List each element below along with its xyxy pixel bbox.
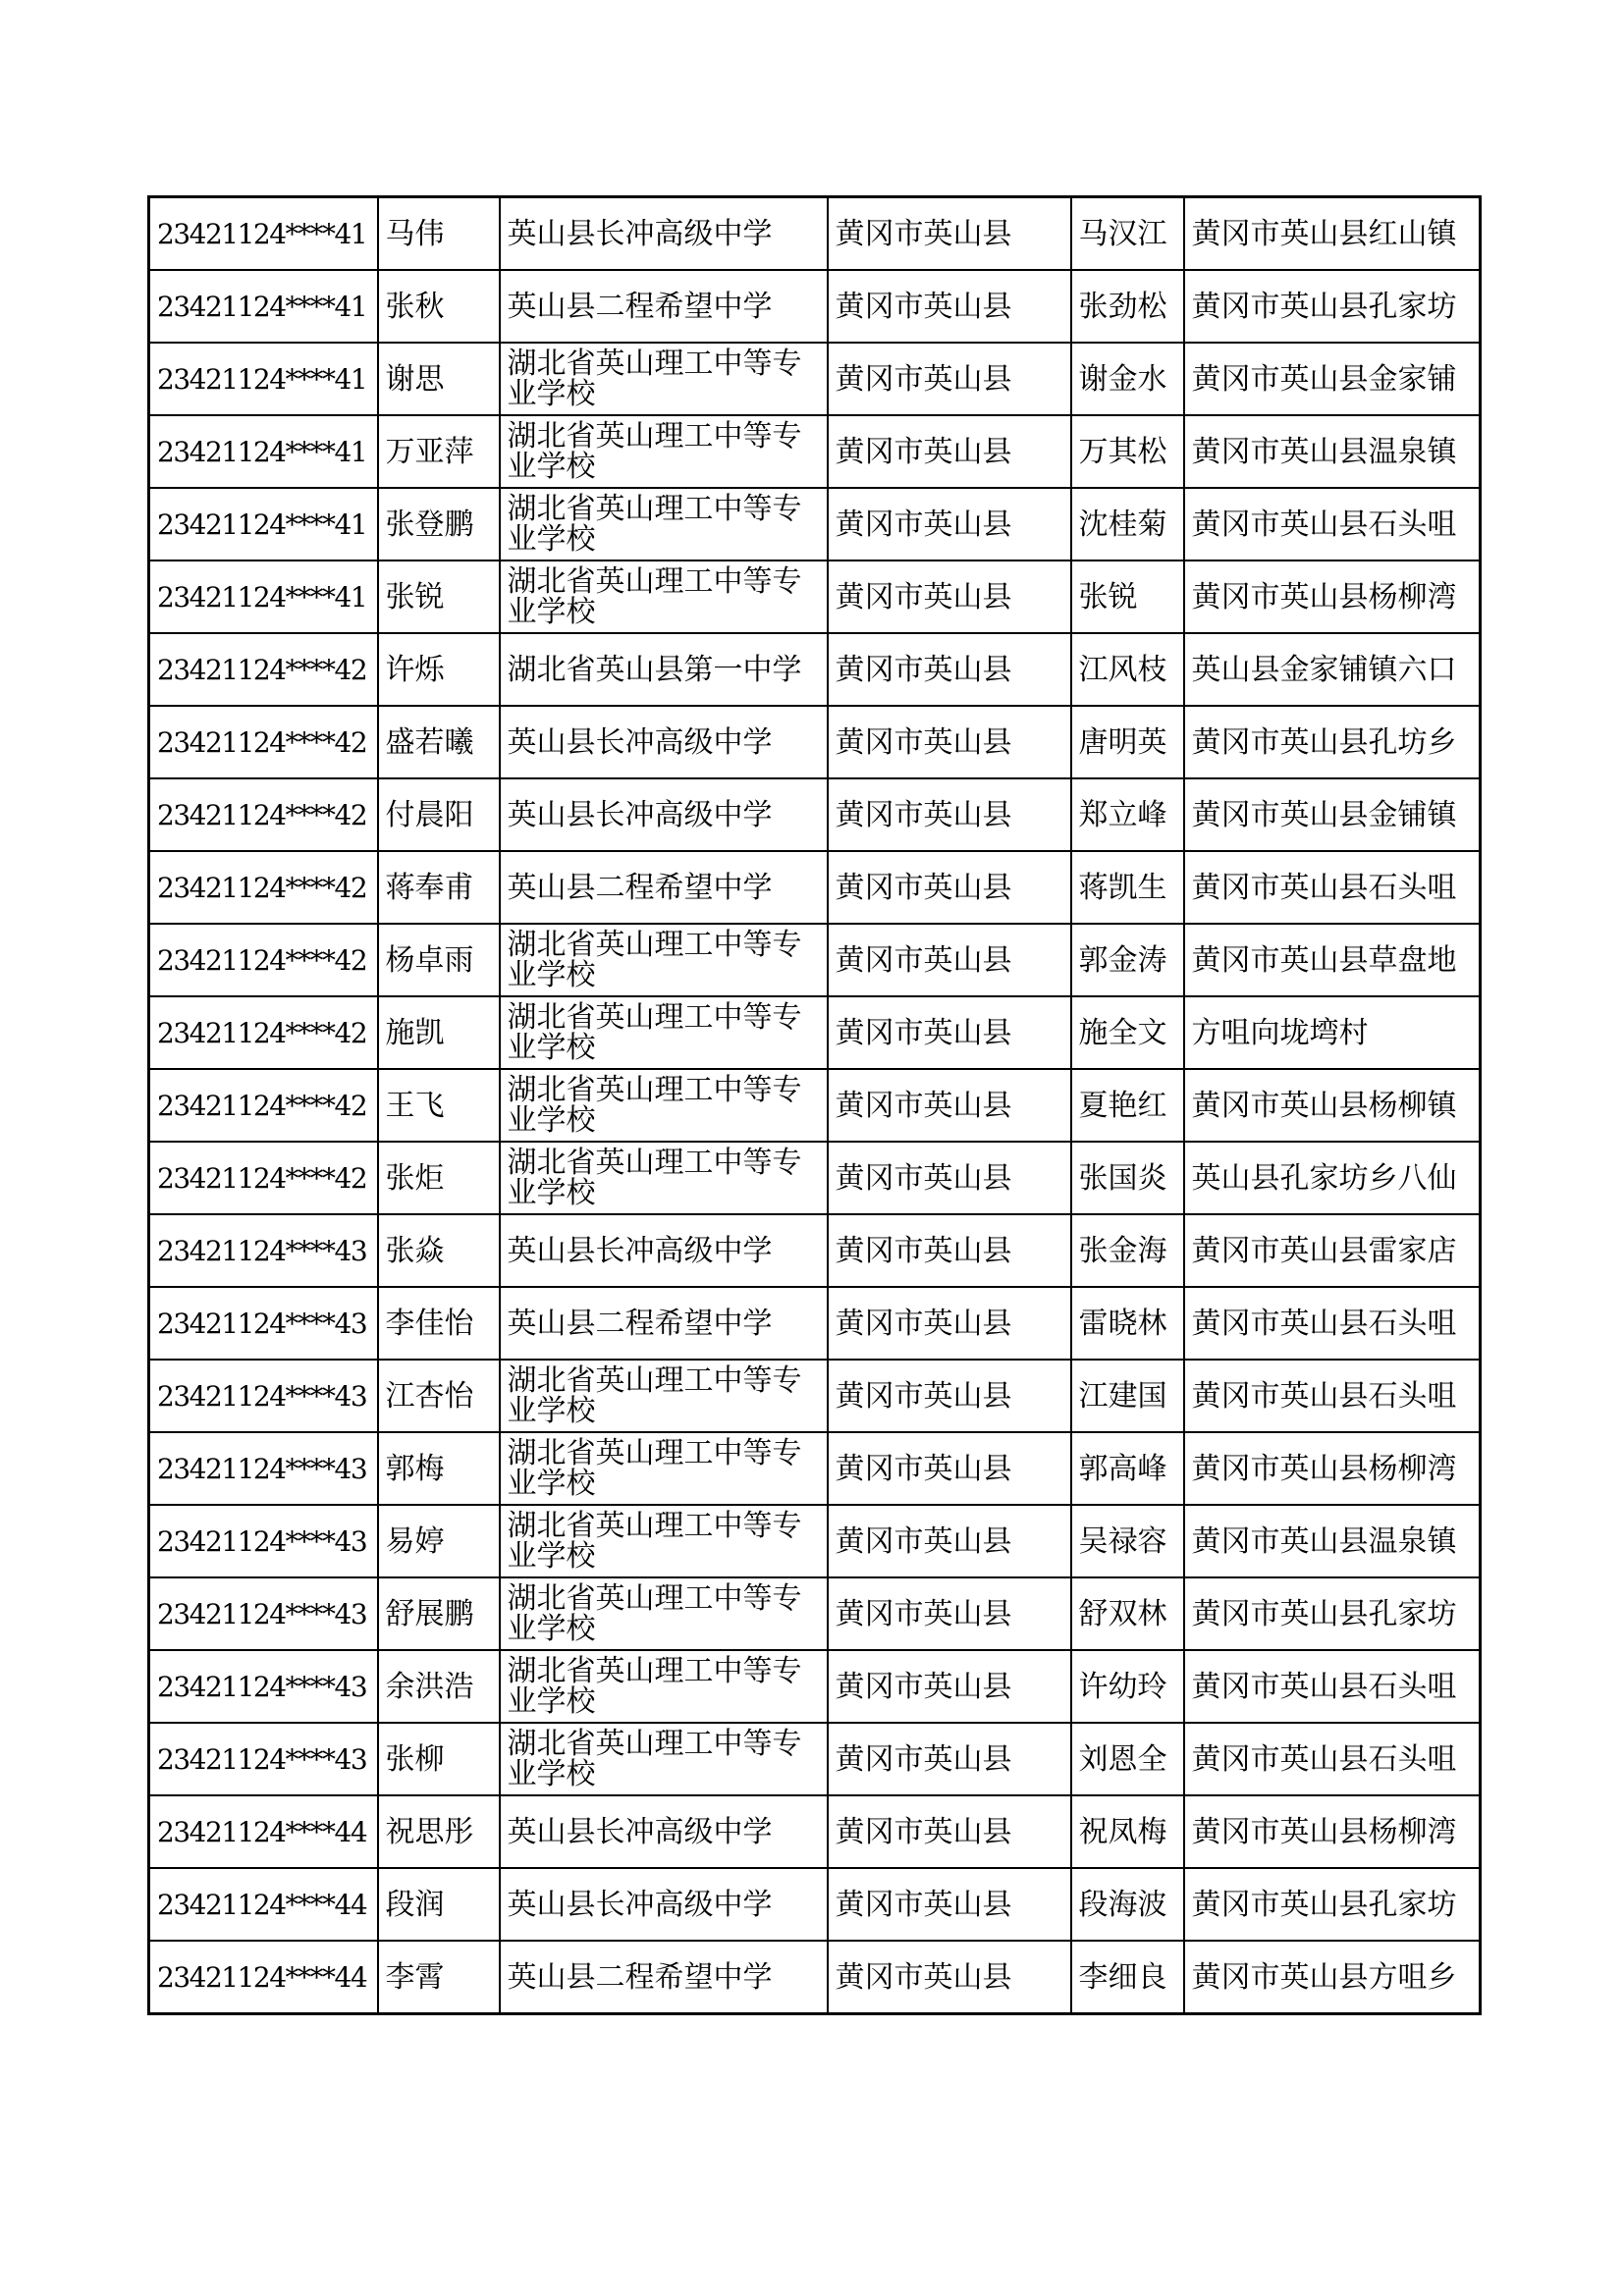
student-id-cell: 23421124****42	[149, 706, 378, 778]
guardian-cell: 万其松	[1071, 415, 1184, 488]
guardian-cell: 刘恩全	[1071, 1723, 1184, 1795]
region-cell: 黄冈市英山县	[828, 197, 1071, 271]
student-id-cell: 23421124****41	[149, 561, 378, 633]
guardian-cell: 江建国	[1071, 1360, 1184, 1432]
school-cell: 英山县长冲高级中学	[500, 1868, 828, 1941]
table-row	[149, 1941, 1481, 2014]
address-cell: 黄冈市英山县杨柳镇	[1184, 1069, 1481, 1142]
table-row	[149, 1214, 1481, 1287]
table-row	[149, 924, 1481, 996]
student-id-cell: 23421124****42	[149, 1069, 378, 1142]
region-cell: 黄冈市英山县	[828, 1432, 1071, 1505]
address-cell: 英山县金家铺镇六口	[1184, 633, 1481, 706]
guardian-cell: 唐明英	[1071, 706, 1184, 778]
table-row	[149, 633, 1481, 706]
student-id-cell: 23421124****44	[149, 1941, 378, 2014]
table-row	[149, 1287, 1481, 1360]
region-cell: 黄冈市英山县	[828, 1214, 1071, 1287]
region-cell: 黄冈市英山县	[828, 706, 1071, 778]
school-cell: 湖北省英山理工中等专业学校	[500, 1360, 828, 1432]
guardian-cell: 施全文	[1071, 996, 1184, 1069]
region-cell: 黄冈市英山县	[828, 415, 1071, 488]
school-cell: 英山县二程希望中学	[500, 1941, 828, 2014]
school-cell: 英山县二程希望中学	[500, 851, 828, 924]
school-cell: 湖北省英山理工中等专业学校	[500, 343, 828, 415]
school-cell: 英山县长冲高级中学	[500, 706, 828, 778]
region-cell: 黄冈市英山县	[828, 1505, 1071, 1577]
student-name-cell: 郭梅	[378, 1432, 500, 1505]
region-cell: 黄冈市英山县	[828, 1650, 1071, 1723]
region-cell: 黄冈市英山县	[828, 343, 1071, 415]
student-id-cell: 23421124****41	[149, 270, 378, 343]
student-name-cell: 段润	[378, 1868, 500, 1941]
school-cell: 湖北省英山理工中等专业学校	[500, 1505, 828, 1577]
student-name-cell: 张炬	[378, 1142, 500, 1214]
student-id-cell: 23421124****42	[149, 633, 378, 706]
student-name-cell: 余洪浩	[378, 1650, 500, 1723]
region-cell: 黄冈市英山县	[828, 1577, 1071, 1650]
region-cell: 黄冈市英山县	[828, 924, 1071, 996]
address-cell: 黄冈市英山县石头咀	[1184, 851, 1481, 924]
table-row	[149, 1577, 1481, 1650]
school-cell: 湖北省英山理工中等专业学校	[500, 1650, 828, 1723]
address-cell: 黄冈市英山县金铺镇	[1184, 778, 1481, 851]
student-id-cell: 23421124****44	[149, 1795, 378, 1868]
school-cell: 湖北省英山理工中等专业学校	[500, 561, 828, 633]
student-name-cell: 谢思	[378, 343, 500, 415]
address-cell: 黄冈市英山县石头咀	[1184, 1287, 1481, 1360]
student-name-cell: 李霄	[378, 1941, 500, 2014]
school-cell: 湖北省英山理工中等专业学校	[500, 415, 828, 488]
guardian-cell: 舒双林	[1071, 1577, 1184, 1650]
table-row	[149, 706, 1481, 778]
roster-body	[149, 197, 1481, 2014]
table-row	[149, 488, 1481, 561]
student-id-cell: 23421124****41	[149, 343, 378, 415]
student-name-cell: 施凯	[378, 996, 500, 1069]
address-cell: 黄冈市英山县孔家坊	[1184, 270, 1481, 343]
school-cell: 英山县长冲高级中学	[500, 1795, 828, 1868]
student-id-cell: 23421124****43	[149, 1360, 378, 1432]
student-name-cell: 许烁	[378, 633, 500, 706]
table-row	[149, 851, 1481, 924]
guardian-cell: 江风枝	[1071, 633, 1184, 706]
address-cell: 方咀向垅塆村	[1184, 996, 1481, 1069]
guardian-cell: 郭金涛	[1071, 924, 1184, 996]
address-cell: 英山县孔家坊乡八仙	[1184, 1142, 1481, 1214]
student-name-cell: 蒋奉甫	[378, 851, 500, 924]
guardian-cell: 马汉江	[1071, 197, 1184, 271]
address-cell: 黄冈市英山县孔家坊	[1184, 1868, 1481, 1941]
student-name-cell: 张焱	[378, 1214, 500, 1287]
table-row	[149, 996, 1481, 1069]
student-name-cell: 马伟	[378, 197, 500, 271]
region-cell: 黄冈市英山县	[828, 1795, 1071, 1868]
region-cell: 黄冈市英山县	[828, 561, 1071, 633]
school-cell: 湖北省英山理工中等专业学校	[500, 488, 828, 561]
student-name-cell: 舒展鹏	[378, 1577, 500, 1650]
region-cell: 黄冈市英山县	[828, 1069, 1071, 1142]
student-name-cell: 李佳怡	[378, 1287, 500, 1360]
guardian-cell: 谢金水	[1071, 343, 1184, 415]
region-cell: 黄冈市英山县	[828, 1723, 1071, 1795]
region-cell: 黄冈市英山县	[828, 1142, 1071, 1214]
table-row	[149, 1142, 1481, 1214]
address-cell: 黄冈市英山县石头咀	[1184, 1650, 1481, 1723]
student-id-cell: 23421124****42	[149, 851, 378, 924]
address-cell: 黄冈市英山县方咀乡	[1184, 1941, 1481, 2014]
student-id-cell: 23421124****43	[149, 1723, 378, 1795]
student-name-cell: 付晨阳	[378, 778, 500, 851]
student-name-cell: 张锐	[378, 561, 500, 633]
address-cell: 黄冈市英山县草盘地	[1184, 924, 1481, 996]
guardian-cell: 雷晓林	[1071, 1287, 1184, 1360]
address-cell: 黄冈市英山县雷家店	[1184, 1214, 1481, 1287]
student-name-cell: 江杏怡	[378, 1360, 500, 1432]
school-cell: 湖北省英山理工中等专业学校	[500, 924, 828, 996]
student-name-cell: 张秋	[378, 270, 500, 343]
guardian-cell: 祝凤梅	[1071, 1795, 1184, 1868]
student-name-cell: 杨卓雨	[378, 924, 500, 996]
table-row	[149, 1795, 1481, 1868]
student-id-cell: 23421124****41	[149, 197, 378, 271]
address-cell: 黄冈市英山县杨柳湾	[1184, 1432, 1481, 1505]
table-row	[149, 561, 1481, 633]
guardian-cell: 段海波	[1071, 1868, 1184, 1941]
table-row	[149, 1868, 1481, 1941]
student-id-cell: 23421124****43	[149, 1432, 378, 1505]
address-cell: 黄冈市英山县金家铺	[1184, 343, 1481, 415]
school-cell: 湖北省英山理工中等专业学校	[500, 1069, 828, 1142]
address-cell: 黄冈市英山县石头咀	[1184, 1723, 1481, 1795]
table-row	[149, 1505, 1481, 1577]
student-name-cell: 张登鹏	[378, 488, 500, 561]
student-id-cell: 23421124****43	[149, 1214, 378, 1287]
guardian-cell: 吴禄容	[1071, 1505, 1184, 1577]
guardian-cell: 蒋凯生	[1071, 851, 1184, 924]
student-name-cell: 万亚萍	[378, 415, 500, 488]
table-row	[149, 270, 1481, 343]
student-id-cell: 23421124****43	[149, 1650, 378, 1723]
student-id-cell: 23421124****42	[149, 778, 378, 851]
region-cell: 黄冈市英山县	[828, 1287, 1071, 1360]
address-cell: 黄冈市英山县孔坊乡	[1184, 706, 1481, 778]
address-cell: 黄冈市英山县石头咀	[1184, 1360, 1481, 1432]
school-cell: 湖北省英山县第一中学	[500, 633, 828, 706]
student-name-cell: 王飞	[378, 1069, 500, 1142]
student-id-cell: 23421124****43	[149, 1287, 378, 1360]
student-id-cell: 23421124****42	[149, 924, 378, 996]
school-cell: 湖北省英山理工中等专业学校	[500, 1577, 828, 1650]
address-cell: 黄冈市英山县石头咀	[1184, 488, 1481, 561]
guardian-cell: 许幼玲	[1071, 1650, 1184, 1723]
address-cell: 黄冈市英山县杨柳湾	[1184, 561, 1481, 633]
guardian-cell: 郑立峰	[1071, 778, 1184, 851]
student-id-cell: 23421124****41	[149, 488, 378, 561]
guardian-cell: 郭高峰	[1071, 1432, 1184, 1505]
student-name-cell: 盛若曦	[378, 706, 500, 778]
school-cell: 英山县二程希望中学	[500, 1287, 828, 1360]
student-id-cell: 23421124****41	[149, 415, 378, 488]
table-row	[149, 1069, 1481, 1142]
region-cell: 黄冈市英山县	[828, 270, 1071, 343]
region-cell: 黄冈市英山县	[828, 633, 1071, 706]
address-cell: 黄冈市英山县温泉镇	[1184, 415, 1481, 488]
guardian-cell: 张锐	[1071, 561, 1184, 633]
table-row	[149, 1360, 1481, 1432]
school-cell: 湖北省英山理工中等专业学校	[500, 996, 828, 1069]
student-id-cell: 23421124****43	[149, 1577, 378, 1650]
student-name-cell: 张柳	[378, 1723, 500, 1795]
school-cell: 湖北省英山理工中等专业学校	[500, 1142, 828, 1214]
school-cell: 湖北省英山理工中等专业学校	[500, 1432, 828, 1505]
school-cell: 英山县长冲高级中学	[500, 778, 828, 851]
region-cell: 黄冈市英山县	[828, 851, 1071, 924]
address-cell: 黄冈市英山县红山镇	[1184, 197, 1481, 271]
guardian-cell: 张劲松	[1071, 270, 1184, 343]
guardian-cell: 李细良	[1071, 1941, 1184, 2014]
region-cell: 黄冈市英山县	[828, 488, 1071, 561]
guardian-cell: 张国炎	[1071, 1142, 1184, 1214]
address-cell: 黄冈市英山县杨柳湾	[1184, 1795, 1481, 1868]
student-name-cell: 易婷	[378, 1505, 500, 1577]
school-cell: 英山县长冲高级中学	[500, 1214, 828, 1287]
table-row	[149, 1432, 1481, 1505]
region-cell: 黄冈市英山县	[828, 996, 1071, 1069]
guardian-cell: 夏艳红	[1071, 1069, 1184, 1142]
guardian-cell: 张金海	[1071, 1214, 1184, 1287]
student-id-cell: 23421124****42	[149, 1142, 378, 1214]
table-row	[149, 197, 1481, 271]
address-cell: 黄冈市英山县孔家坊	[1184, 1577, 1481, 1650]
address-cell: 黄冈市英山县温泉镇	[1184, 1505, 1481, 1577]
table-row	[149, 1650, 1481, 1723]
table-row	[149, 1723, 1481, 1795]
table-row	[149, 778, 1481, 851]
region-cell: 黄冈市英山县	[828, 1941, 1071, 2014]
school-cell: 英山县二程希望中学	[500, 270, 828, 343]
student-id-cell: 23421124****42	[149, 996, 378, 1069]
table-row	[149, 415, 1481, 488]
region-cell: 黄冈市英山县	[828, 1360, 1071, 1432]
student-name-cell: 祝思彤	[378, 1795, 500, 1868]
guardian-cell: 沈桂菊	[1071, 488, 1184, 561]
region-cell: 黄冈市英山县	[828, 1868, 1071, 1941]
school-cell: 湖北省英山理工中等专业学校	[500, 1723, 828, 1795]
student-roster-table	[147, 195, 1482, 2015]
student-id-cell: 23421124****44	[149, 1868, 378, 1941]
school-cell: 英山县长冲高级中学	[500, 197, 828, 271]
student-id-cell: 23421124****43	[149, 1505, 378, 1577]
table-row	[149, 343, 1481, 415]
region-cell: 黄冈市英山县	[828, 778, 1071, 851]
